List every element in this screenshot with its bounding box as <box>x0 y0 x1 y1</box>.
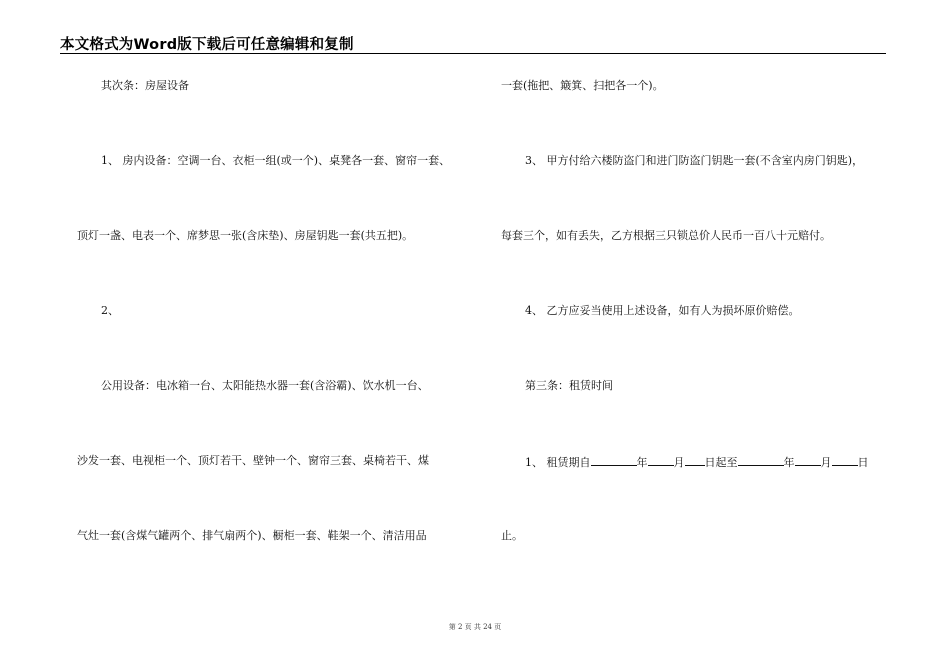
end-year-blank[interactable] <box>738 454 784 466</box>
clause-3-heading: 第三条：租赁时间 <box>525 379 613 392</box>
end-month-blank[interactable] <box>795 454 821 466</box>
paragraph-line: 每套三个，如有丢失，乙方根据三只锁总价人民币一百八十元赔付。 <box>501 229 831 242</box>
header-rule <box>60 53 886 54</box>
paragraph-line: 4、 乙方应妥当使用上述设备，如有人为损坏原价赔偿。 <box>525 304 800 317</box>
start-day-blank[interactable] <box>685 454 705 466</box>
paragraph-line: 2、 <box>101 304 119 317</box>
year-label: 年 <box>783 456 795 469</box>
from-to-label: 日起至 <box>704 456 738 469</box>
paragraph-line: 3、 甲方付给六楼防盗门和进门防盗门钥匙一套(不含室内房门钥匙)， <box>525 154 864 167</box>
year-label: 年 <box>636 456 648 469</box>
start-year-blank[interactable] <box>591 454 637 466</box>
paragraph-line: 止。 <box>501 529 523 542</box>
paragraph-line: 1、 房内设备：空调一台、衣柜一组(或一个)、桌凳各一套、窗帘一套、 <box>101 154 451 167</box>
paragraph-line: 一套(拖把、簸箕、扫把各一个)。 <box>501 79 664 92</box>
paragraph-line: 公用设备：电冰箱一台、太阳能热水器一套(含浴霸)、饮水机一台、 <box>101 379 429 392</box>
paragraph-line: 沙发一套、电视柜一个、顶灯若干、壁钟一个、窗帘三套、桌椅若干、煤 <box>77 454 429 467</box>
day-label: 日 <box>857 456 869 469</box>
page-number-footer: 第 2 页 共 24 页 <box>448 623 502 631</box>
month-label: 月 <box>820 456 832 469</box>
page-header-title: 本文格式为Word版下载后可任意编辑和复制 <box>60 37 354 53</box>
lease-period-label: 1、 租赁期自 <box>525 456 591 469</box>
end-day-blank[interactable] <box>832 454 858 466</box>
clause-2-heading: 其次条：房屋设备 <box>101 79 189 92</box>
month-label: 月 <box>673 456 685 469</box>
paragraph-line: 气灶一套(含煤气罐两个、排气扇两个)、橱柜一套、鞋架一个、清洁用品 <box>77 529 427 542</box>
paragraph-line: 顶灯一盏、电表一个、席梦思一张(含床垫)、房屋钥匙一套(共五把)。 <box>77 229 414 242</box>
start-month-blank[interactable] <box>648 454 674 466</box>
lease-period-line <box>525 454 869 470</box>
